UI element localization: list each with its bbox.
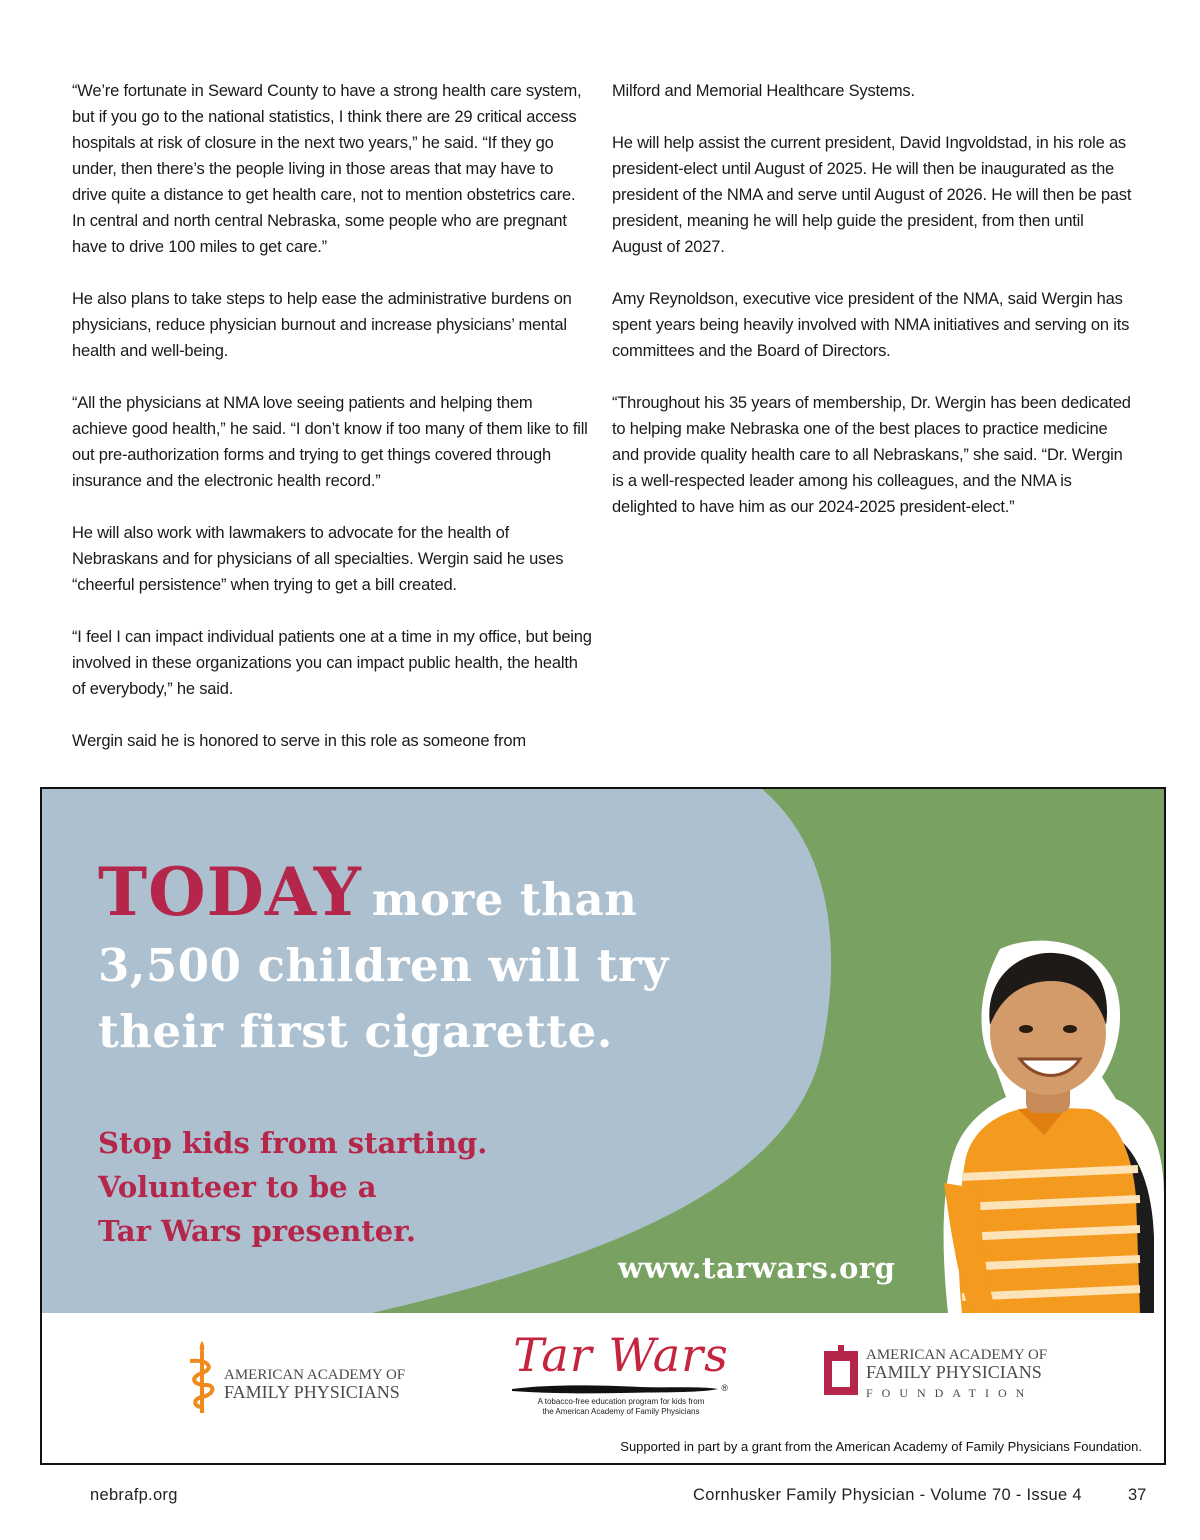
foundation-emblem-icon bbox=[822, 1345, 860, 1397]
ad-banner bbox=[42, 789, 1164, 1313]
ad-headline bbox=[98, 853, 778, 1065]
headline-today: TODAY bbox=[98, 853, 362, 931]
article-right-column bbox=[612, 78, 1132, 546]
tar-wars-tagline bbox=[506, 1397, 736, 1417]
paragraph: He will also work with lawmakers to advocate for the health of Nebraskans and for physicians of all specialties. Wergin said he uses “cheerful persistence” when trying to get a bill created. bbox=[72, 524, 564, 594]
tagline-line2: the American Academy of Family Physicians bbox=[542, 1407, 700, 1416]
footer-site: nebrafp.org bbox=[90, 1486, 178, 1504]
tar-wars-advertisement bbox=[40, 787, 1166, 1465]
paragraph: “All the physicians at NMA love seeing patients and helping them achieve good health,” he said. “I don’t know if too many of them like to fill out pre-authorization forms and trying to get things covered through insurance and the electronic health record.” bbox=[72, 394, 588, 490]
aafp-line2: FAMILY PHYSICIANS bbox=[224, 1382, 400, 1402]
caduceus-icon bbox=[184, 1339, 220, 1415]
tar-wars-logo-name: Tar Wars bbox=[513, 1328, 729, 1382]
aafp-line1: AMERICAN ACADEMY OF bbox=[224, 1367, 406, 1383]
footer-publication: Cornhusker Family Physician - Volume 70 - Issue 4 bbox=[693, 1486, 1082, 1504]
paragraph: Wergin said he is honored to serve in this role as someone from bbox=[72, 732, 526, 750]
page-number: 37 bbox=[1128, 1486, 1147, 1504]
aafp-logo bbox=[184, 1339, 424, 1415]
ad-call-to-action bbox=[98, 1121, 618, 1253]
paragraph: He also plans to take steps to help ease the administrative burdens on physicians, reduce physician burnout and increase physicians’ mental health and well-being. bbox=[72, 290, 572, 360]
cta-line: Tar Wars presenter. bbox=[98, 1214, 416, 1248]
paragraph: Milford and Memorial Healthcare Systems. bbox=[612, 82, 915, 100]
foundation-logo-text bbox=[866, 1347, 1047, 1402]
aafp-foundation-logo bbox=[822, 1345, 1062, 1415]
cta-line: Volunteer to be a bbox=[98, 1170, 377, 1204]
paragraph: Amy Reynoldson, executive vice president of the NMA, said Wergin has spent years being heavily involved with NMA initiatives and serving on its committees and the Board of Directors. bbox=[612, 290, 1130, 360]
foundation-line2: FAMILY PHYSICIANS bbox=[866, 1362, 1042, 1382]
sponsor-logos bbox=[42, 1313, 1164, 1463]
tagline-line1: A tobacco-free education program for kids from bbox=[537, 1397, 705, 1406]
tarwars-url[interactable]: www.tarwars.org bbox=[618, 1251, 896, 1285]
paragraph: He will help assist the current president, David Ingvoldstad, in his role as president-elect until August of 2025. He will then be inaugurated as the president of the NMA and serve until August of 2026. He will then be past president, meaning he will help guide the president, from then until August of 2027. bbox=[612, 134, 1132, 256]
paragraph: “I feel I can impact individual patients one at a time in my office, but being involved in these organizations you can impact public health, the health of everybody,” he said. bbox=[72, 628, 592, 698]
foundation-line3: FOUNDATION bbox=[866, 1386, 1034, 1400]
cta-line: Stop kids from starting. bbox=[98, 1126, 488, 1160]
paragraph: “We’re fortunate in Seward County to have a strong health care system, but if you go to the national statistics, I think there are 29 critical access hospitals at risk of closure in the next two years,” he said. “If they go under, then there’s the people living in those areas that may have to drive quite a distance to get health care, not to mention obstetrics care. In central and north central Nebraska, some people who are pregnant have to drive 100 miles to get care.” bbox=[72, 82, 582, 256]
smiling-boy-photo bbox=[940, 937, 1164, 1313]
grant-support-note: Supported in part by a grant from the American Academy of Family Physicians Foundation. bbox=[620, 1439, 1142, 1454]
aafp-logo-text bbox=[224, 1367, 405, 1401]
paragraph: “Throughout his 35 years of membership, Dr. Wergin has been dedicated to helping make Nebraska one of the best places to practice medicine and provide quality health care to all Nebraskans,” she said. “Dr. Wergin is a well-respected leader among his colleagues, and the NMA is delighted to have him as our 2024-2025 president-elect.” bbox=[612, 394, 1131, 516]
tar-wars-logo bbox=[506, 1329, 736, 1429]
tar-smudge-icon bbox=[510, 1383, 720, 1395]
headline-rest: more than 3,500 children will try their first cigarette. bbox=[98, 873, 669, 1058]
article-left-column bbox=[72, 78, 592, 780]
registered-mark: ® bbox=[721, 1383, 728, 1393]
foundation-line1: AMERICAN ACADEMY OF bbox=[866, 1347, 1048, 1363]
